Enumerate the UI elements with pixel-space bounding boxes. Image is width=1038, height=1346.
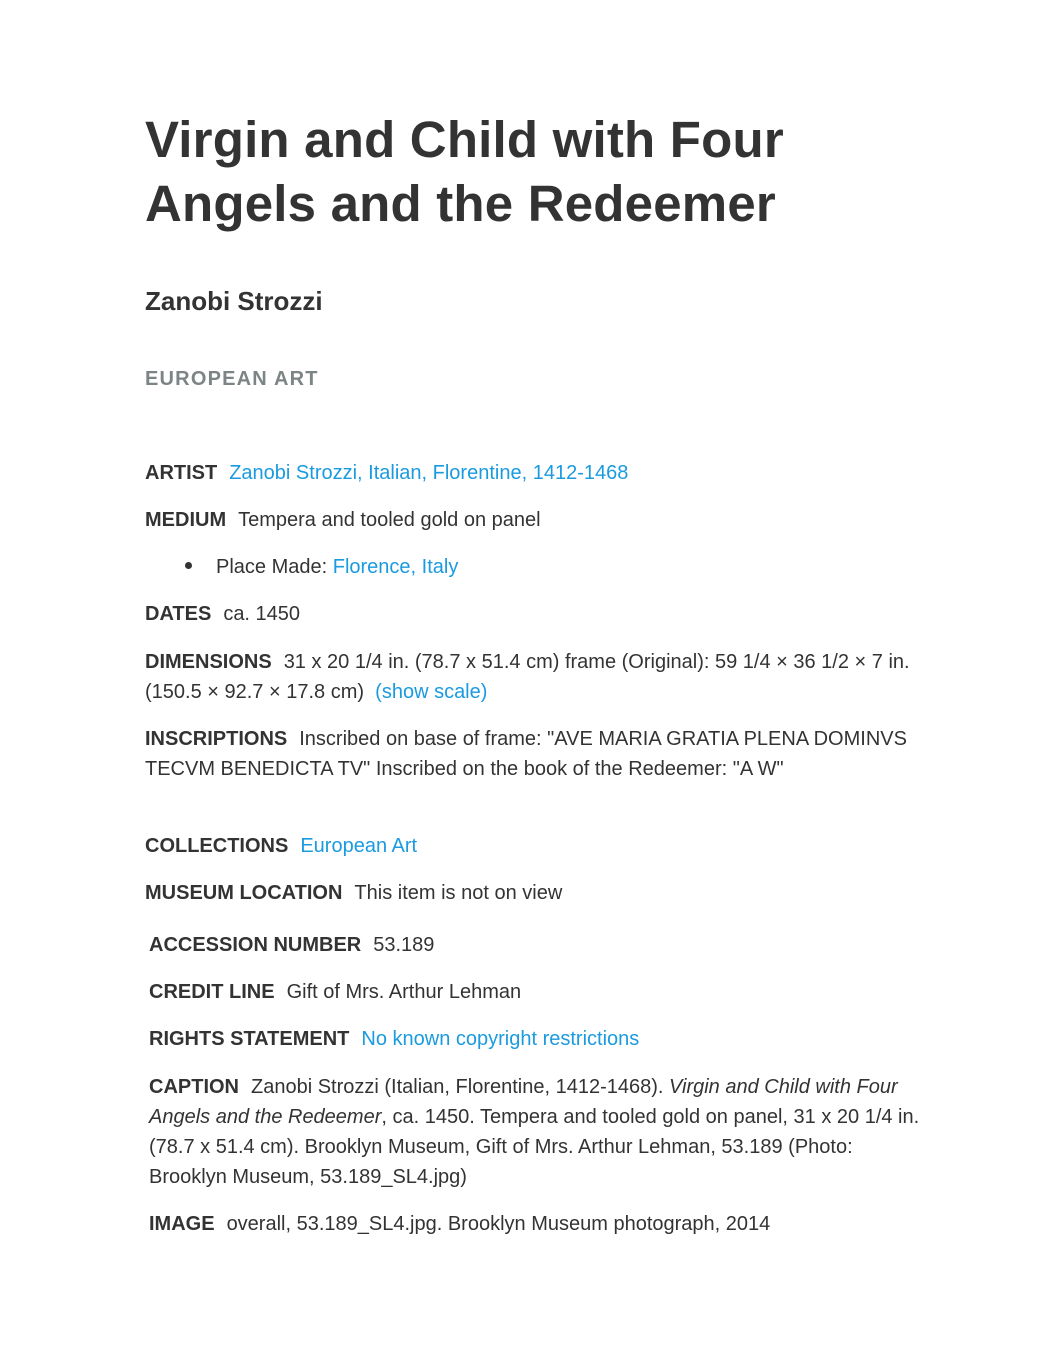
field-label: CAPTION — [149, 1076, 239, 1098]
field-value: Gift of Mrs. Arthur Lehman — [286, 981, 522, 1003]
field-image — [149, 1209, 920, 1239]
rights-link[interactable]: No known copyright restrictions — [361, 1028, 640, 1050]
field-label: DATES — [145, 603, 212, 625]
field-value: 31 x 20 1/4 in. (78.7 x 51.4 cm) frame (Original): 59 1/4 × 36 1/2 × 7 in. (150.5 × 92.7 × 17.8 cm) — [145, 651, 910, 703]
field-medium — [145, 505, 920, 535]
artist-link[interactable]: Zanobi Strozzi, Italian, Florentine, 1412-1468 — [229, 462, 629, 484]
department-label: EUROPEAN ART — [145, 368, 319, 390]
place-made-item — [185, 552, 458, 582]
field-artist — [145, 458, 920, 488]
bullet-icon — [185, 562, 192, 569]
caption-suffix: , ca. 1450. Tempera and tooled gold on panel, 31 x 20 1/4 in. (78.7 x 51.4 cm). Brooklyn Museum, Gift of Mrs. Arthur Lehman, 53.189 (Photo: Brooklyn Museum, 53.189_SL4.jpg) — [149, 1106, 920, 1188]
field-value: Tempera and tooled gold on panel — [238, 509, 541, 531]
field-value: overall, 53.189_SL4.jpg. Brooklyn Museum photograph, 2014 — [226, 1213, 771, 1235]
field-label: ARTIST — [145, 462, 218, 484]
show-scale-link[interactable]: (show scale) — [375, 681, 488, 703]
field-value: This item is not on view — [354, 882, 563, 904]
field-caption — [149, 1072, 920, 1192]
field-collections — [145, 831, 920, 861]
field-dates — [145, 599, 920, 629]
field-label: RIGHTS STATEMENT — [149, 1028, 350, 1050]
field-label: Place Made: — [216, 556, 328, 578]
field-label: CREDIT LINE — [149, 981, 275, 1003]
field-label: DIMENSIONS — [145, 651, 272, 673]
field-accession-number — [149, 930, 920, 960]
field-label: IMAGE — [149, 1213, 215, 1235]
collection-link[interactable]: European Art — [300, 835, 418, 857]
field-museum-location — [145, 878, 920, 908]
field-rights-statement — [149, 1024, 920, 1054]
page-title: Virgin and Child with Four Angels and the Redeemer — [145, 111, 784, 232]
field-label: MEDIUM — [145, 509, 227, 531]
field-value: ca. 1450 — [223, 603, 301, 625]
field-label: INSCRIPTIONS — [145, 728, 288, 750]
place-made-link[interactable]: Florence, Italy — [332, 556, 459, 578]
caption-prefix: Zanobi Strozzi (Italian, Florentine, 1412-1468). — [251, 1076, 664, 1098]
field-value: 53.189 — [373, 934, 435, 956]
field-dimensions — [145, 647, 920, 707]
field-label: COLLECTIONS — [145, 835, 289, 857]
field-label: ACCESSION NUMBER — [149, 934, 362, 956]
field-label: MUSEUM LOCATION — [145, 882, 343, 904]
field-inscriptions — [145, 724, 920, 784]
field-credit-line — [149, 977, 920, 1007]
field-value: Inscribed on base of frame: "AVE MARIA GRATIA PLENA DOMINVS TECVM BENEDICTA TV" Inscribed on the book of the Redeemer: "A W" — [145, 728, 907, 780]
caption-title: Virgin and Child with Four Angels and the Redeemer — [149, 1076, 898, 1128]
artist-heading: Zanobi Strozzi — [145, 286, 323, 316]
